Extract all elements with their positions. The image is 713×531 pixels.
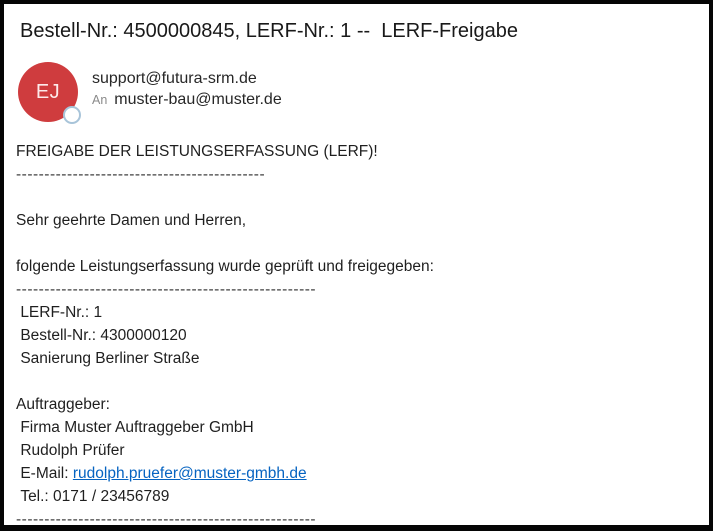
to-line	[92, 91, 282, 109]
body-line: Sehr geehrte Damen und Herren,	[16, 212, 247, 229]
email-subject: Bestell-Nr.: 4500000845, LERF-Nr.: 1 -- LERF-Freigabe	[20, 20, 518, 42]
divider-line: -----------------------------------------------------	[16, 281, 317, 298]
body-line	[16, 232, 709, 255]
body-line: LERF-Nr.: 1	[16, 304, 103, 321]
presence-indicator-icon	[63, 106, 81, 124]
divider-line: --------------------------------------------	[16, 166, 266, 183]
email-body	[16, 140, 709, 531]
body-line: Rudolph Prüfer	[16, 442, 125, 459]
sender-info	[92, 62, 282, 109]
body-line	[16, 370, 709, 393]
body-line	[16, 186, 709, 209]
body-line: Auftraggeber:	[16, 396, 110, 413]
sender-email[interactable]: support@futura-srm.de	[92, 70, 257, 87]
sender-avatar[interactable]	[18, 62, 78, 122]
body-line: folgende Leistungserfassung wurde geprüft und freigegeben:	[16, 258, 434, 275]
body-line: Tel.: 0171 / 23456789	[16, 488, 170, 505]
avatar-initials: EJ	[35, 80, 61, 103]
body-line	[16, 462, 709, 485]
divider-line: -----------------------------------------------------	[16, 511, 317, 528]
body-line-text: E-Mail:	[16, 465, 73, 482]
body-line: Bestell-Nr.: 4300000120	[16, 327, 187, 344]
sender-row	[18, 62, 709, 122]
email-link[interactable]: rudolph.pruefer@muster-gmbh.de	[72, 465, 307, 482]
body-line: Sanierung Berliner Straße	[16, 350, 200, 367]
body-line: Firma Muster Auftraggeber GmbH	[16, 419, 254, 436]
recipient-email[interactable]: muster-bau@muster.de	[114, 91, 282, 108]
body-line: FREIGABE DER LEISTUNGSERFASSUNG (LERF)!	[16, 143, 378, 160]
to-label: An	[92, 93, 108, 107]
